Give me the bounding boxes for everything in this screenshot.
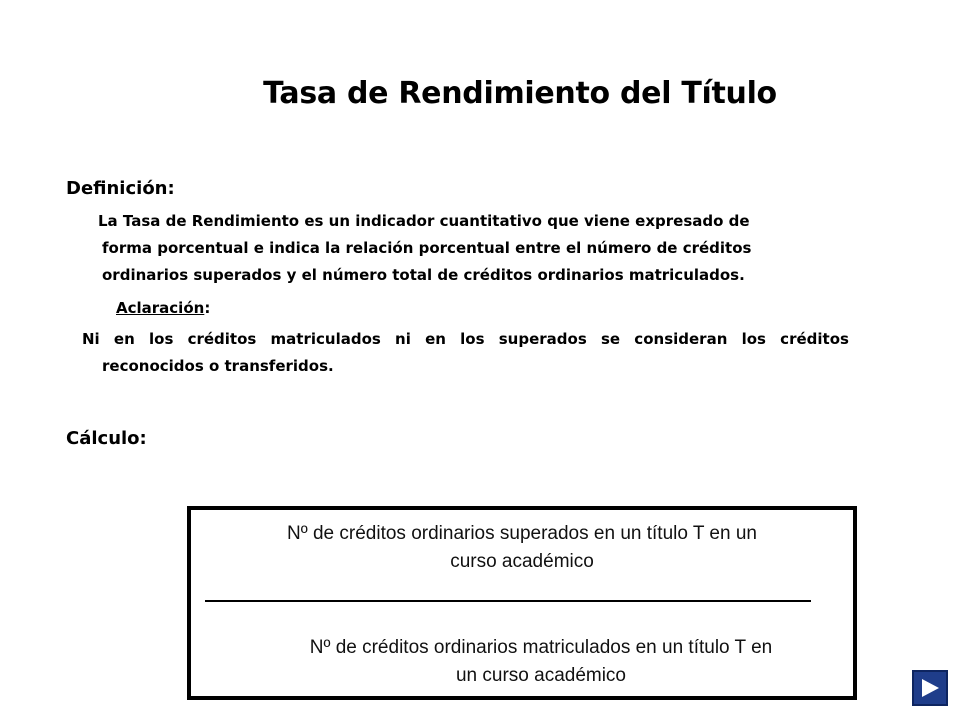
formula-numerator [191, 520, 853, 576]
clarification-label: Aclaración [116, 299, 205, 317]
next-slide-button[interactable] [912, 670, 948, 706]
numerator-line: Nº de créditos ordinarios superados en un título T en un [287, 523, 757, 544]
definition-line: ordinarios superados y el número total de créditos ordinarios matriculados. [102, 266, 745, 284]
page-title: Tasa de Rendimiento del Título [263, 76, 777, 111]
clarification-line: Ni en los créditos matriculados ni en los superados se consideran los créditos [82, 330, 849, 348]
definition-text [98, 208, 822, 289]
clarification-line: reconocidos o transferidos. [102, 357, 334, 375]
formula-denominator [231, 634, 851, 690]
definition-line: La Tasa de Rendimiento es un indicador cuantitativo que viene expresado de [98, 212, 750, 230]
fraction-bar [205, 600, 811, 602]
calculation-heading: Cálculo: [66, 428, 147, 449]
clarification-text [82, 326, 884, 380]
numerator-line: curso académico [450, 551, 594, 572]
clarification-heading [116, 295, 210, 322]
denominator-line: Nº de créditos ordinarios matriculados en un título T en [309, 637, 773, 658]
denominator-line: un curso académico [455, 665, 627, 686]
definition-heading: Definición: [66, 178, 175, 199]
definition-line: forma porcentual e indica la relación porcentual entre el número de créditos [102, 239, 752, 257]
formula-box [187, 506, 857, 700]
play-next-icon [917, 675, 943, 701]
clarification-colon: : [204, 299, 211, 317]
